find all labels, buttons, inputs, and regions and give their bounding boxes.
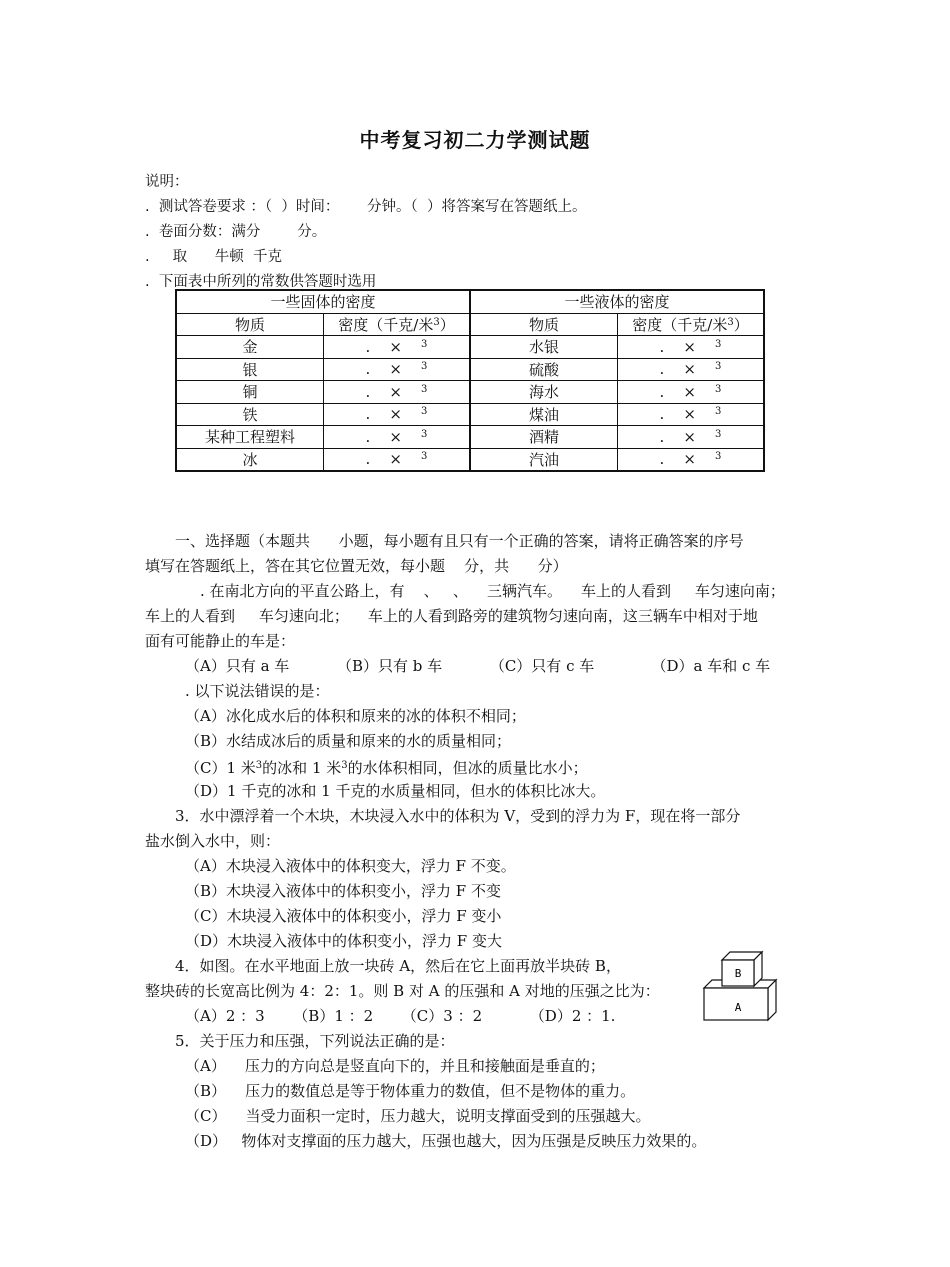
solid-density-value: . × $^3$ <box>324 403 470 426</box>
question-3-stem: 盐水倒入水中，则： <box>145 832 281 850</box>
table-header-row <box>176 290 764 313</box>
solid-name: 银 <box>176 358 324 381</box>
question-3-stem: 3．水中漂浮着一个木块，木块浸入水中的体积为 V，受到的浮力为 F，现在将一部分 <box>175 807 741 825</box>
solid-name: 某种工程塑料 <box>176 426 324 449</box>
solid-density-value: . × $^3$ <box>324 358 470 381</box>
density-table <box>175 289 765 472</box>
section-intro: 填写在答题纸上，答在其它位置无效，每小题 分，共 分） <box>145 557 568 575</box>
question-4-stem: 整块砖的长宽高比例为 4：2：1。则 B 对 A 的压强和 A 对地的压强之比为： <box>145 982 660 1000</box>
liquid-name: 酒精 <box>470 426 618 449</box>
question-5-option-c: （C） 当受力面积一定时，压力越大，说明支撑面受到的压强越大。 <box>185 1107 651 1125</box>
table-row <box>176 403 764 426</box>
question-2-option-a: （A）冰化成水后的体积和原来的冰的体积不相同； <box>185 707 526 725</box>
question-3-option-b: （B）木块浸入液体中的体积变小，浮力 F 不变 <box>185 882 501 900</box>
note-item: . 下面表中所列的常数供答题时选用 <box>145 274 377 290</box>
solid-name: 铁 <box>176 403 324 426</box>
question-1-options: （A）只有 a 车 （B）只有 b 车 （C）只有 c 车 （D）a 车和 c 车 <box>185 657 771 675</box>
solid-material-col: 物质 <box>176 313 324 336</box>
question-5-option-a: （A） 压力的方向总是竖直向下的，并且和接触面是垂直的； <box>185 1057 605 1075</box>
page-title: 中考复习初二力学测试题 <box>359 128 591 152</box>
note-item: . 测试答卷要求 ：（ ）时间： 分钟。（ ）将答案写在答题纸上。 <box>145 199 587 215</box>
liquid-name: 煤油 <box>470 403 618 426</box>
question-5-option-d: （D） 物体对支撑面的压力越大，压强也越大，因为压强是反映压力效果的。 <box>185 1132 707 1150</box>
question-2-stem: . 以下说法错误的是： <box>185 682 330 700</box>
solid-density-value: . × $^3$ <box>324 448 470 471</box>
question-5-stem: 5．关于压力和压强，下列说法正确的是： <box>175 1032 455 1050</box>
table-row <box>176 381 764 404</box>
question-1-stem: 面有可能静止的车是： <box>145 632 296 650</box>
question-2-option-b: （B）水结成冰后的质量和原来的水的质量相同； <box>185 732 512 750</box>
liquid-density-value: . × $^3$ <box>617 426 764 449</box>
solid-density-value: . × $^3$ <box>324 426 470 449</box>
solid-name: 金 <box>176 336 324 359</box>
liquid-name: 硫酸 <box>470 358 618 381</box>
question-2-option-c: （C）1 米$^3$的冰和 1 米$^3$的水体积相同，但冰的质量比水小； <box>185 759 588 777</box>
solid-name: 冰 <box>176 448 324 471</box>
brick-b-label: B <box>734 967 742 980</box>
brick-a-label: A <box>734 1001 742 1014</box>
section-intro: 一、选择题（本题共 小题，每小题有且只有一个正确的答案，请将正确答案的序号 <box>175 532 744 550</box>
liquid-density-col: 密度（千克/米$^3$） <box>617 313 764 336</box>
liquid-density-value: . × $^3$ <box>617 381 764 404</box>
solid-density-col: 密度（千克/米$^3$） <box>324 313 470 336</box>
liquid-name: 水银 <box>470 336 618 359</box>
table-row <box>176 448 764 471</box>
note-item: . 取 牛顿 千克 <box>145 249 283 265</box>
liquid-name: 海水 <box>470 381 618 404</box>
liquid-density-value: . × $^3$ <box>617 358 764 381</box>
brick-diagram <box>700 948 780 1022</box>
question-3-option-a: （A）木块浸入液体中的体积变大，浮力 F 不变。 <box>185 857 516 875</box>
notes-heading: 说明： <box>145 174 189 190</box>
solid-density-value: . × $^3$ <box>324 381 470 404</box>
question-4-options: （A）2 ：3 （B）1 ：2 （C）3 ：2 （D）2 ：1. <box>185 1007 616 1025</box>
liquid-density-value: . × $^3$ <box>617 448 764 471</box>
table-row <box>176 358 764 381</box>
question-2-option-d: （D）1 千克的冰和 1 千克的水质量相同，但水的体积比冰大。 <box>185 782 606 800</box>
liquid-density-value: . × $^3$ <box>617 336 764 359</box>
question-1-stem: 车上的人看到 车匀速向北； 车上的人看到路旁的建筑物匀速向南，这三辆车中相对于地 <box>145 607 758 625</box>
liquid-name: 汽油 <box>470 448 618 471</box>
note-item: . 卷面分数：满分 分。 <box>145 224 327 240</box>
liquid-material-col: 物质 <box>470 313 618 336</box>
question-1-stem: . 在南北方向的平直公路上，有 、 、 三辆汽车。 车上的人看到 车匀速向南； <box>200 582 785 600</box>
table-column-row <box>176 313 764 336</box>
liquid-density-header: 一些液体的密度 <box>470 290 764 313</box>
question-4-stem: 4．如图。在水平地面上放一块砖 A，然后在它上面再放半块砖 B， <box>175 957 621 975</box>
question-5-option-b: （B） 压力的数值总是等于物体重力的数值，但不是物体的重力。 <box>185 1082 636 1100</box>
table-row <box>176 426 764 449</box>
solid-density-value: . × $^3$ <box>324 336 470 359</box>
question-3-option-d: （D）木块浸入液体中的体积变小，浮力 F 变大 <box>185 932 502 950</box>
solid-name: 铜 <box>176 381 324 404</box>
question-3-option-c: （C）木块浸入液体中的体积变小，浮力 F 变小 <box>185 907 502 925</box>
solid-density-header: 一些固体的密度 <box>176 290 470 313</box>
liquid-density-value: . × $^3$ <box>617 403 764 426</box>
table-row <box>176 336 764 359</box>
